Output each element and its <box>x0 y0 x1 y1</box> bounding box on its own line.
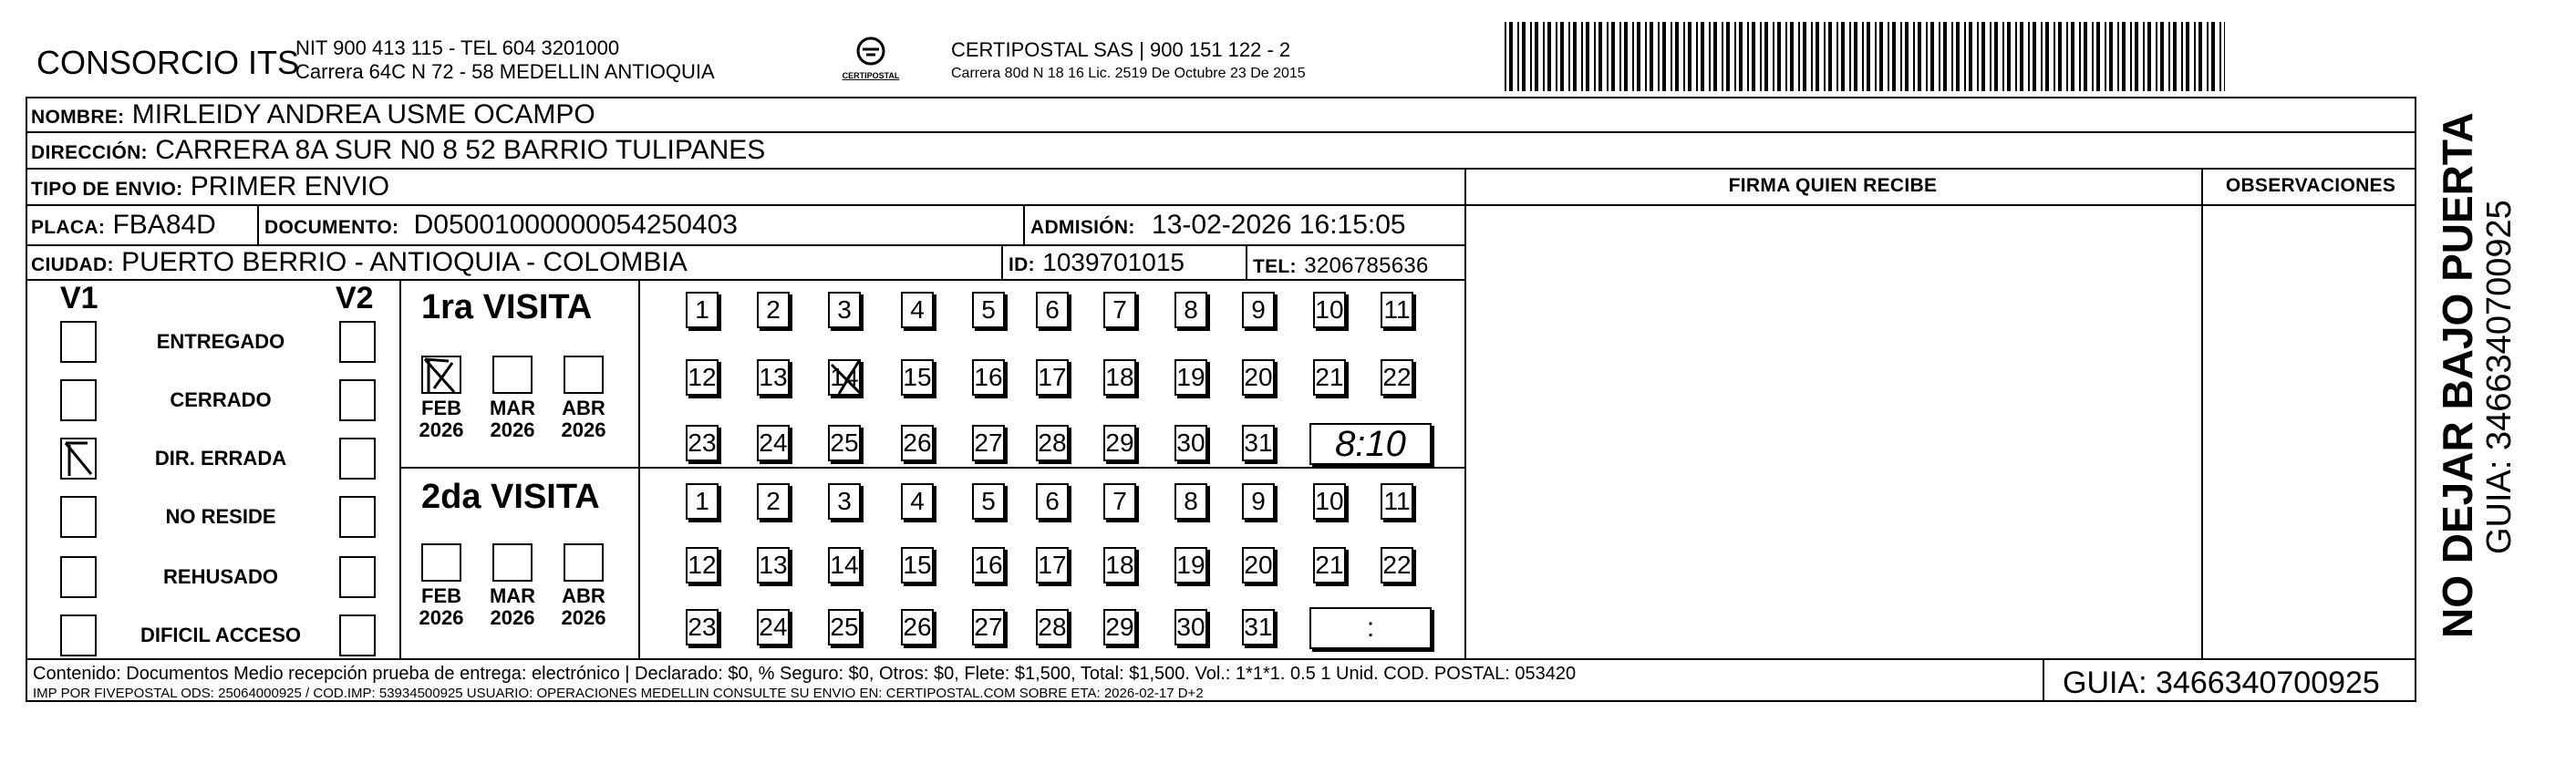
second-visit-month-label-abr: ABR 2026 <box>561 584 606 629</box>
first-visit-day-30[interactable]: 30 <box>1174 425 1207 461</box>
second-visit-day-29[interactable]: 29 <box>1103 609 1136 645</box>
first-visit-day-15[interactable]: 15 <box>901 359 934 396</box>
first-visit-day-7[interactable]: 7 <box>1103 292 1136 328</box>
v1-header: V1 <box>60 281 98 315</box>
first-visit-day-16[interactable]: 16 <box>972 359 1005 396</box>
v1-checkbox-dificil-acceso[interactable] <box>60 614 97 656</box>
second-visit-day-24[interactable]: 24 <box>757 609 790 645</box>
direccion-value: CARRERA 8A SUR N0 8 52 BARRIO TULIPANES <box>155 135 766 165</box>
nombre-row <box>31 99 595 133</box>
first-visit-day-23[interactable]: 23 <box>686 425 719 461</box>
first-visit-day-2[interactable]: 2 <box>757 292 790 328</box>
status-label-dir-errada: DIR. ERRADA <box>154 447 287 470</box>
status-label-no-reside: NO RESIDE <box>165 505 276 528</box>
second-visit-day-22[interactable]: 22 <box>1381 547 1413 583</box>
second-visit-month-label-mar: MAR 2026 <box>489 584 536 629</box>
first-visit-day-14[interactable]: 14 <box>828 359 861 396</box>
id-value: 1039701015 <box>1042 248 1185 276</box>
v2-checkbox-dificil-acceso[interactable] <box>339 614 376 656</box>
second-visit-day-30[interactable]: 30 <box>1174 609 1207 645</box>
first-visit-day-29[interactable]: 29 <box>1103 425 1136 461</box>
first-visit-day-20[interactable]: 20 <box>1242 359 1275 396</box>
v1-checkbox-no-reside[interactable] <box>60 496 97 538</box>
first-visit-month-checkbox-mar[interactable] <box>492 356 533 394</box>
first-visit-day-19[interactable]: 19 <box>1174 359 1207 396</box>
second-visit-day-16[interactable]: 16 <box>972 547 1005 583</box>
first-visit-day-8[interactable]: 8 <box>1174 292 1207 328</box>
first-visit-day-9[interactable]: 9 <box>1242 292 1275 328</box>
first-visit-title: 1ra VISITA <box>421 288 593 326</box>
documento-row <box>264 210 738 243</box>
second-visit-day-13[interactable]: 13 <box>757 547 790 583</box>
tipo-row <box>31 171 389 205</box>
second-visit-day-17[interactable]: 17 <box>1036 547 1069 583</box>
ciudad-row <box>31 247 688 281</box>
certipostal-line: CERTIPOSTAL SAS | 900 151 122 - 2 <box>951 38 1291 61</box>
side-guia: GUIA: 3466340700925 <box>2480 200 2519 554</box>
first-visit-day-26[interactable]: 26 <box>901 425 934 461</box>
tipo-value: PRIMER ENVIO <box>190 171 390 201</box>
second-visit-day-26[interactable]: 26 <box>901 609 934 645</box>
status-label-cerrado: CERRADO <box>170 388 272 411</box>
footer-contenido: Contenido: Documentos Medio recepción prueba de entrega: electrónico | Declarado: $0, % Seguro: $0, Otros: $0, Flete: $1,500, Total: $1,500. Vol.: 1*1*1. 0.5 1 Unid. COD. POSTAL: 053420 <box>33 664 1577 684</box>
brand-nit: NIT 900 413 115 - TEL 604 3201000 <box>295 36 620 59</box>
second-visit-day-25[interactable]: 25 <box>828 609 861 645</box>
first-visit-month-label-abr: ABR 2026 <box>561 397 606 441</box>
first-visit-day-3[interactable]: 3 <box>828 292 861 328</box>
second-visit-time-box[interactable]: : <box>1309 607 1432 649</box>
documento-label: DOCUMENTO: <box>264 217 399 238</box>
brand-address: Carrera 64C N 72 - 58 MEDELLIN ANTIOQUIA <box>295 60 715 83</box>
documento-value: D05001000000054250403 <box>413 210 738 240</box>
second-visit-day-3[interactable]: 3 <box>828 483 861 520</box>
second-visit-day-15[interactable]: 15 <box>901 547 934 583</box>
status-label-rehusado: REHUSADO <box>163 565 278 588</box>
tel-value: 3206785636 <box>1304 253 1429 278</box>
second-visit-day-9[interactable]: 9 <box>1242 483 1275 520</box>
brand-name: CONSORCIO ITS <box>36 44 300 81</box>
first-visit-time-box[interactable]: 8:10 <box>1309 423 1432 465</box>
id-label: ID: <box>1009 254 1035 275</box>
v2-checkbox-entregado[interactable] <box>339 321 376 363</box>
direccion-row <box>31 135 765 169</box>
barcode <box>1505 22 2225 91</box>
first-visit-day-4[interactable]: 4 <box>901 292 934 328</box>
v2-checkbox-no-reside[interactable] <box>339 496 376 538</box>
first-visit-day-12[interactable]: 12 <box>686 359 719 396</box>
tipo-label: TIPO DE ENVIO: <box>31 179 183 200</box>
observaciones-area[interactable] <box>2205 208 2413 656</box>
second-visit-month-checkbox-abr[interactable] <box>564 543 604 582</box>
first-visit-day-21[interactable]: 21 <box>1313 359 1346 396</box>
second-visit-day-18[interactable]: 18 <box>1103 547 1136 583</box>
first-visit-day-10[interactable]: 10 <box>1313 292 1346 328</box>
first-visit-day-11[interactable]: 11 <box>1381 292 1413 328</box>
placa-value: FBA84D <box>112 210 216 240</box>
second-visit-day-23[interactable]: 23 <box>686 609 719 645</box>
second-visit-day-2[interactable]: 2 <box>757 483 790 520</box>
first-visit-month-label-feb: FEB 2026 <box>419 397 464 441</box>
v1-checkbox-cerrado[interactable] <box>60 379 97 421</box>
second-visit-day-1[interactable]: 1 <box>686 483 719 520</box>
second-visit-day-27[interactable]: 27 <box>972 609 1005 645</box>
second-visit-day-4[interactable]: 4 <box>901 483 934 520</box>
first-visit-day-17[interactable]: 17 <box>1036 359 1069 396</box>
v1-checkbox-rehusado[interactable] <box>60 556 97 598</box>
tel-row <box>1253 249 1429 283</box>
first-visit-day-1[interactable]: 1 <box>686 292 719 328</box>
nombre-label: NOMBRE: <box>31 107 125 128</box>
placa-label: PLACA: <box>31 217 106 238</box>
second-visit-day-8[interactable]: 8 <box>1174 483 1207 520</box>
second-visit-day-19[interactable]: 19 <box>1174 547 1207 583</box>
first-visit-day-22[interactable]: 22 <box>1381 359 1413 396</box>
second-visit-day-12[interactable]: 12 <box>686 547 719 583</box>
first-visit-day-13[interactable]: 13 <box>757 359 790 396</box>
first-visit-day-24[interactable]: 24 <box>757 425 790 461</box>
certipostal-license: Carrera 80d N 18 16 Lic. 2519 De Octubre 23 De 2015 <box>951 66 1306 81</box>
id-row <box>1009 247 1185 281</box>
second-visit-month-checkbox-feb[interactable] <box>421 543 461 582</box>
firma-header: FIRMA QUIEN RECIBE <box>1728 175 1938 196</box>
v2-checkbox-cerrado[interactable] <box>339 379 376 421</box>
v2-checkbox-rehusado[interactable] <box>339 556 376 598</box>
first-visit-day-5[interactable]: 5 <box>972 292 1005 328</box>
second-visit-day-21[interactable]: 21 <box>1313 547 1346 583</box>
first-visit-month-checkbox-abr[interactable] <box>564 356 604 394</box>
second-visit-month-label-feb: FEB 2026 <box>419 584 464 629</box>
second-visit-day-31[interactable]: 31 <box>1242 609 1275 645</box>
second-visit-month-checkbox-mar[interactable] <box>492 543 533 582</box>
first-visit-day-28[interactable]: 28 <box>1036 425 1069 461</box>
ciudad-label: CIUDAD: <box>31 254 114 275</box>
first-visit-day-6[interactable]: 6 <box>1036 292 1069 328</box>
second-visit-day-14[interactable]: 14 <box>828 547 861 583</box>
tel-label: TEL: <box>1253 256 1297 277</box>
admision-value: 13-02-2026 16:15:05 <box>1152 210 1406 240</box>
v1-checkbox-dir-errada[interactable] <box>60 438 97 480</box>
signature-area[interactable] <box>1468 208 2198 656</box>
second-visit-day-28[interactable]: 28 <box>1036 609 1069 645</box>
placa-row <box>31 210 216 243</box>
v1-checkbox-entregado[interactable] <box>60 321 97 363</box>
first-visit-day-27[interactable]: 27 <box>972 425 1005 461</box>
no-dejar-bajo-puerta: NO DEJAR BAJO PUERTA <box>2434 112 2481 638</box>
first-visit-month-checkbox-feb[interactable] <box>421 356 461 394</box>
second-visit-day-20[interactable]: 20 <box>1242 547 1275 583</box>
first-visit-day-31[interactable]: 31 <box>1242 425 1275 461</box>
status-label-entregado: ENTREGADO <box>156 330 285 353</box>
v2-header: V2 <box>336 281 374 315</box>
admision-label: ADMISIÓN: <box>1030 217 1135 238</box>
observaciones-header: OBSERVACIONES <box>2225 175 2396 196</box>
first-visit-month-label-mar: MAR 2026 <box>489 397 536 441</box>
v2-checkbox-dir-errada[interactable] <box>339 438 376 480</box>
ciudad-value: PUERTO BERRIO - ANTIOQUIA - COLOMBIA <box>121 247 688 277</box>
second-visit-day-5[interactable]: 5 <box>972 483 1005 520</box>
first-visit-day-25[interactable]: 25 <box>828 425 861 461</box>
second-visit-title: 2da VISITA <box>421 478 600 516</box>
direccion-label: DIRECCIÓN: <box>31 142 148 163</box>
second-visit-day-7[interactable]: 7 <box>1103 483 1136 520</box>
second-visit-day-6[interactable]: 6 <box>1036 483 1069 520</box>
certipostal-logo <box>839 33 903 88</box>
status-label-dificil-acceso: DIFICIL ACCESO <box>140 624 301 646</box>
nombre-value: MIRLEIDY ANDREA USME OCAMPO <box>131 99 595 129</box>
footer-imp: IMP POR FIVEPOSTAL ODS: 25064000925 / COD.IMP: 53934500925 USUARIO: OPERACIONES MEDELLIN CONSULTE SU ENVIO EN: CERTIPOSTAL.COM SOBRE ETA: 2026-02-17 D+2 <box>33 686 1204 701</box>
second-visit-day-10[interactable]: 10 <box>1313 483 1346 520</box>
admision-row <box>1030 210 1406 243</box>
second-visit-day-11[interactable]: 11 <box>1381 483 1413 520</box>
first-visit-day-18[interactable]: 18 <box>1103 359 1136 396</box>
footer-guia: GUIA: 3466340700925 <box>2063 666 2380 700</box>
logo-text: CERTIPOSTAL <box>842 71 900 80</box>
